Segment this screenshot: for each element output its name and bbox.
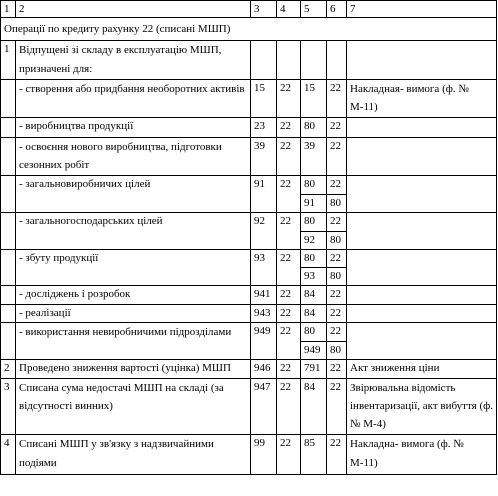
credit-cell: 22 bbox=[277, 305, 301, 323]
debit2-cell: 80 bbox=[301, 323, 327, 342]
credit-cell: 22 bbox=[277, 360, 301, 379]
row-description: - загальновиробничих цілей bbox=[16, 176, 251, 195]
credit2-cell: 22 bbox=[327, 138, 347, 176]
debit-cell bbox=[251, 268, 277, 286]
credit2-cell: 80 bbox=[327, 195, 347, 213]
credit2-cell: 22 bbox=[327, 379, 347, 435]
row-number bbox=[1, 80, 16, 118]
table-row bbox=[1, 379, 497, 435]
row-number bbox=[1, 323, 16, 342]
debit-cell bbox=[251, 41, 277, 80]
row-number bbox=[1, 286, 16, 305]
row-description: - використання невиробничими підрозділами bbox=[16, 323, 251, 360]
row-description: - виробництва продукції bbox=[16, 118, 251, 138]
debit-cell bbox=[251, 195, 277, 213]
section-title-row bbox=[1, 18, 497, 41]
debit-cell: 92 bbox=[251, 213, 277, 232]
row-number bbox=[1, 305, 16, 323]
credit-cell bbox=[277, 341, 301, 360]
debit-cell: 23 bbox=[251, 118, 277, 138]
credit2-cell: 80 bbox=[327, 268, 347, 286]
table-row bbox=[1, 232, 497, 250]
table-row bbox=[1, 213, 497, 232]
credit2-cell: 80 bbox=[327, 341, 347, 360]
row-number bbox=[1, 195, 16, 213]
debit-cell bbox=[251, 341, 277, 360]
row-number bbox=[1, 250, 16, 268]
debit2-cell: 80 bbox=[301, 176, 327, 195]
table-row bbox=[1, 435, 497, 475]
document-cell: Накладная- вимога (ф. № М-11) bbox=[347, 80, 497, 118]
credit-cell bbox=[277, 41, 301, 80]
debit2-cell: 80 bbox=[301, 118, 327, 138]
table-row bbox=[1, 268, 497, 286]
debit-cell: 941 bbox=[251, 286, 277, 305]
credit-cell: 22 bbox=[277, 138, 301, 176]
credit2-cell: 80 bbox=[327, 232, 347, 250]
credit2-cell: 22 bbox=[327, 323, 347, 342]
document-cell: Накладна- вимога (ф. № М-11) bbox=[347, 435, 497, 475]
credit-cell: 22 bbox=[277, 435, 301, 475]
credit-cell: 22 bbox=[277, 118, 301, 138]
document-cell bbox=[347, 323, 497, 342]
row-number: 3 bbox=[1, 379, 16, 435]
credit2-cell: 22 bbox=[327, 118, 347, 138]
table-row bbox=[1, 80, 497, 118]
header-cell-5: 5 bbox=[301, 1, 327, 18]
debit2-cell: 92 bbox=[301, 232, 327, 250]
document-cell: Акт зниження ціни bbox=[347, 360, 497, 379]
header-row bbox=[1, 1, 497, 18]
credit-cell: 22 bbox=[277, 213, 301, 232]
credit-cell: 22 bbox=[277, 379, 301, 435]
debit2-cell: 949 bbox=[301, 341, 327, 360]
document-cell bbox=[347, 341, 497, 360]
debit2-cell: 80 bbox=[301, 250, 327, 268]
debit-cell: 99 bbox=[251, 435, 277, 475]
debit2-cell: 791 bbox=[301, 360, 327, 379]
debit2-cell: 39 bbox=[301, 138, 327, 176]
debit2-cell: 84 bbox=[301, 286, 327, 305]
row-description: Відпущені зі складу в експлуатацію МШП, призначені для: bbox=[16, 41, 251, 80]
row-number bbox=[1, 138, 16, 176]
table-row bbox=[1, 138, 497, 176]
table-row bbox=[1, 195, 497, 213]
credit-cell: 22 bbox=[277, 176, 301, 195]
debit2-cell: 15 bbox=[301, 80, 327, 118]
credit-cell bbox=[277, 268, 301, 286]
document-cell bbox=[347, 213, 497, 232]
header-cell-1: 1 bbox=[1, 1, 16, 18]
row-number bbox=[1, 176, 16, 195]
document-cell bbox=[347, 195, 497, 213]
document-cell bbox=[347, 118, 497, 138]
debit-cell bbox=[251, 232, 277, 250]
table-row bbox=[1, 305, 497, 323]
row-number: 4 bbox=[1, 435, 16, 475]
document-cell bbox=[347, 138, 497, 176]
credit2-cell: 22 bbox=[327, 250, 347, 268]
credit2-cell: 22 bbox=[327, 176, 347, 195]
debit-cell: 943 bbox=[251, 305, 277, 323]
row-description bbox=[16, 268, 251, 286]
debit2-cell: 84 bbox=[301, 379, 327, 435]
document-cell bbox=[347, 176, 497, 195]
section-title: Операції по кредиту рахунку 22 (списані МШП) bbox=[1, 18, 497, 41]
row-number: 1 bbox=[1, 41, 16, 80]
header-cell-7: 7 bbox=[347, 1, 497, 18]
credit2-cell: 22 bbox=[327, 305, 347, 323]
document-cell bbox=[347, 232, 497, 250]
debit-cell: 93 bbox=[251, 250, 277, 268]
row-description: - освоєння нового виробництва, підготовки сезонних робіт bbox=[16, 138, 251, 176]
header-cell-3: 3 bbox=[251, 1, 277, 18]
row-description: - реалізації bbox=[16, 305, 251, 323]
credit2-cell: 22 bbox=[327, 213, 347, 232]
debit2-cell: 84 bbox=[301, 305, 327, 323]
document-cell bbox=[347, 305, 497, 323]
debit2-cell: 85 bbox=[301, 435, 327, 475]
row-description: - збуту продукції bbox=[16, 250, 251, 268]
credit2-cell bbox=[327, 41, 347, 80]
debit2-cell: 80 bbox=[301, 213, 327, 232]
row-number bbox=[1, 341, 16, 360]
document-cell bbox=[347, 41, 497, 80]
credit2-cell: 22 bbox=[327, 80, 347, 118]
row-number bbox=[1, 232, 16, 250]
row-number bbox=[1, 118, 16, 138]
credit2-cell: 22 bbox=[327, 435, 347, 475]
header-cell-4: 4 bbox=[277, 1, 301, 18]
table-row bbox=[1, 286, 497, 305]
credit2-cell: 22 bbox=[327, 360, 347, 379]
table-row bbox=[1, 250, 497, 268]
table-row bbox=[1, 41, 497, 80]
credit-cell: 22 bbox=[277, 80, 301, 118]
credit-cell: 22 bbox=[277, 250, 301, 268]
row-description: Списані МШП у зв'язку з надзвичайними подіями bbox=[16, 435, 251, 475]
credit-cell bbox=[277, 232, 301, 250]
document-cell bbox=[347, 250, 497, 268]
row-description bbox=[16, 195, 251, 213]
table-row bbox=[1, 176, 497, 195]
row-number bbox=[1, 268, 16, 286]
document-cell: Звірювальна відомість інвентаризації, акт вибуття (ф. № М-4) bbox=[347, 379, 497, 435]
credit-cell: 22 bbox=[277, 286, 301, 305]
row-description bbox=[16, 232, 251, 250]
table-row bbox=[1, 323, 497, 342]
document-cell bbox=[347, 286, 497, 305]
credit-cell bbox=[277, 195, 301, 213]
debit-cell: 949 bbox=[251, 323, 277, 342]
table-row bbox=[1, 118, 497, 138]
debit2-cell: 93 bbox=[301, 268, 327, 286]
header-cell-6: 6 bbox=[327, 1, 347, 18]
row-description: - створення або придбання необоротних активів bbox=[16, 80, 251, 118]
debit-cell: 15 bbox=[251, 80, 277, 118]
row-description: - досліджень і розробок bbox=[16, 286, 251, 305]
debit2-cell bbox=[301, 41, 327, 80]
debit-cell: 947 bbox=[251, 379, 277, 435]
row-description: Проведено зниження вартості (уцінка) МШП bbox=[16, 360, 251, 379]
table-row bbox=[1, 360, 497, 379]
row-description: Списана сума недостачі МШП на складі (за відсутності винних) bbox=[16, 379, 251, 435]
header-cell-2: 2 bbox=[16, 1, 251, 18]
document-cell bbox=[347, 268, 497, 286]
row-number: 2 bbox=[1, 360, 16, 379]
row-description: - загальногосподарських цілей bbox=[16, 213, 251, 232]
debit2-cell: 91 bbox=[301, 195, 327, 213]
credit-cell: 22 bbox=[277, 323, 301, 342]
debit-cell: 39 bbox=[251, 138, 277, 176]
credit2-cell: 22 bbox=[327, 286, 347, 305]
debit-cell: 91 bbox=[251, 176, 277, 195]
row-number bbox=[1, 213, 16, 232]
debit-cell: 946 bbox=[251, 360, 277, 379]
